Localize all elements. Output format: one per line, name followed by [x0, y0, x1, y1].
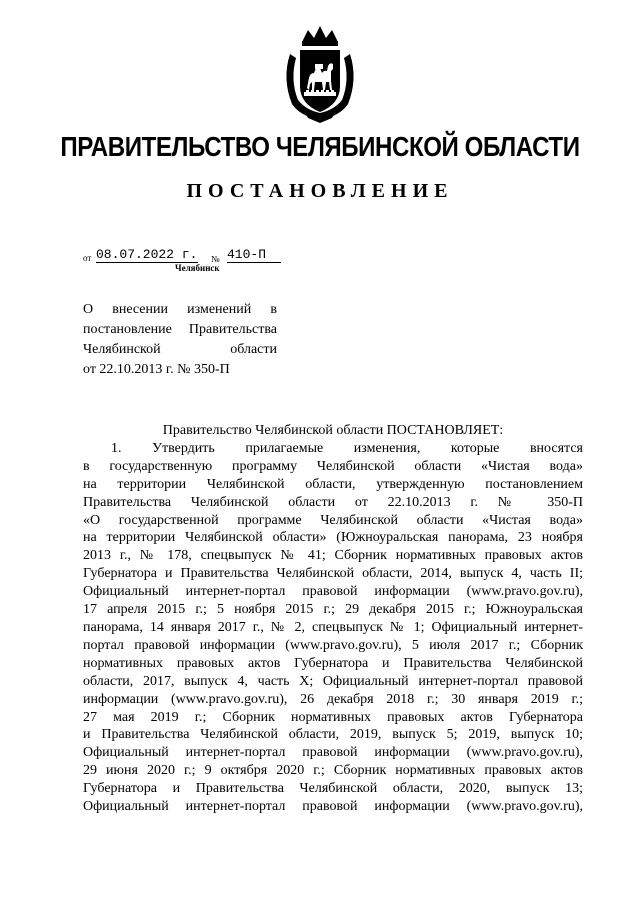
preamble: Правительство Челябинской области ПОСТАНОВЛЯЕТ: [162, 423, 504, 438]
from-label: от [83, 253, 92, 263]
body-line: и Правительства Челябинской области, 2019, выпуск 5; 2019, выпуск 10; [83, 727, 583, 743]
government-title: ПРАВИТЕЛЬСТВО ЧЕЛЯБИНСКОЙ ОБЛАСТИ [60, 131, 580, 162]
number-label: № [211, 254, 220, 264]
body-line: панорама, 14 января 2017 г., № 2, спецвыпуск № 1; Официальный интернет- [83, 619, 583, 635]
body-line: Правительства Челябинской области от 22.10.2013 г. № 350-П [83, 494, 583, 510]
body-line: «О государственной программе Челябинской области «Чистая вода» [83, 512, 583, 528]
document-type: ПОСТАНОВЛЕНИЕ [186, 180, 454, 202]
body-line: нормативных правовых актов Губернатора и Правительства Челябинской [83, 655, 583, 671]
body-line: Губернатора и Правительства Челябинской области, 2020, выпуск 13; [83, 781, 583, 797]
body-line: Официальный интернет-портал правовой информации (www.pravo.gov.ru), [83, 584, 583, 600]
document-date: 08.07.2022 г. [96, 247, 198, 262]
city-label: Челябинск [175, 263, 220, 273]
body-line: портал правовой информации (www.pravo.gov.ru), 5 июля 2017 г.; Сборник [83, 637, 583, 653]
body-line: на территории Челябинской области, утвержденную постановлением [83, 476, 583, 492]
subject-line: от 22.10.2013 г. № 350-П [83, 362, 230, 377]
body-line: 27 мая 2019 г.; Сборник нормативных правовых актов Губернатора [83, 709, 583, 725]
coat-of-arms-icon [280, 24, 360, 124]
body-line: Губернатора и Правительства Челябинской области, 2014, выпуск 4, часть II; [83, 566, 583, 582]
body-line: 2013 г., № 178, спецвыпуск № 41; Сборник нормативных правовых актов [83, 548, 583, 564]
body-line: 17 апреля 2015 г.; 5 ноября 2015 г.; 29 декабря 2015 г.; Южноуральская [83, 602, 583, 618]
body-line: информации (www.pravo.gov.ru), 26 декабря 2018 г.; 30 января 2019 г.; [83, 691, 583, 707]
subject-line: Челябинской области [83, 342, 277, 357]
body-line: Официальный интернет-портал правовой информации (www.pravo.gov.ru), [83, 745, 583, 761]
document-subject [83, 300, 277, 380]
body-line: на территории Челябинской области» (Южноуральская панорама, 23 ноября [83, 530, 583, 546]
body-line: Официальный интернет-портал правовой информации (www.pravo.gov.ru), [83, 799, 583, 815]
body-line: области, 2017, выпуск 4, часть X; Официальный интернет-портал правовой [83, 673, 583, 689]
subject-line: О внесении изменений в [83, 302, 277, 317]
document-meta [83, 247, 383, 267]
body-line: 1. Утвердить прилагаемые изменения, которые вносятся [111, 440, 583, 456]
subject-line: постановление Правительства [83, 322, 277, 337]
body-line: в государственную программу Челябинской области «Чистая вода» [83, 458, 583, 474]
document-body [83, 422, 583, 816]
document-number: 410-П [227, 247, 281, 263]
body-line: 29 июня 2020 г.; 9 октября 2020 г.; Сборник нормативных правовых актов [83, 763, 583, 779]
